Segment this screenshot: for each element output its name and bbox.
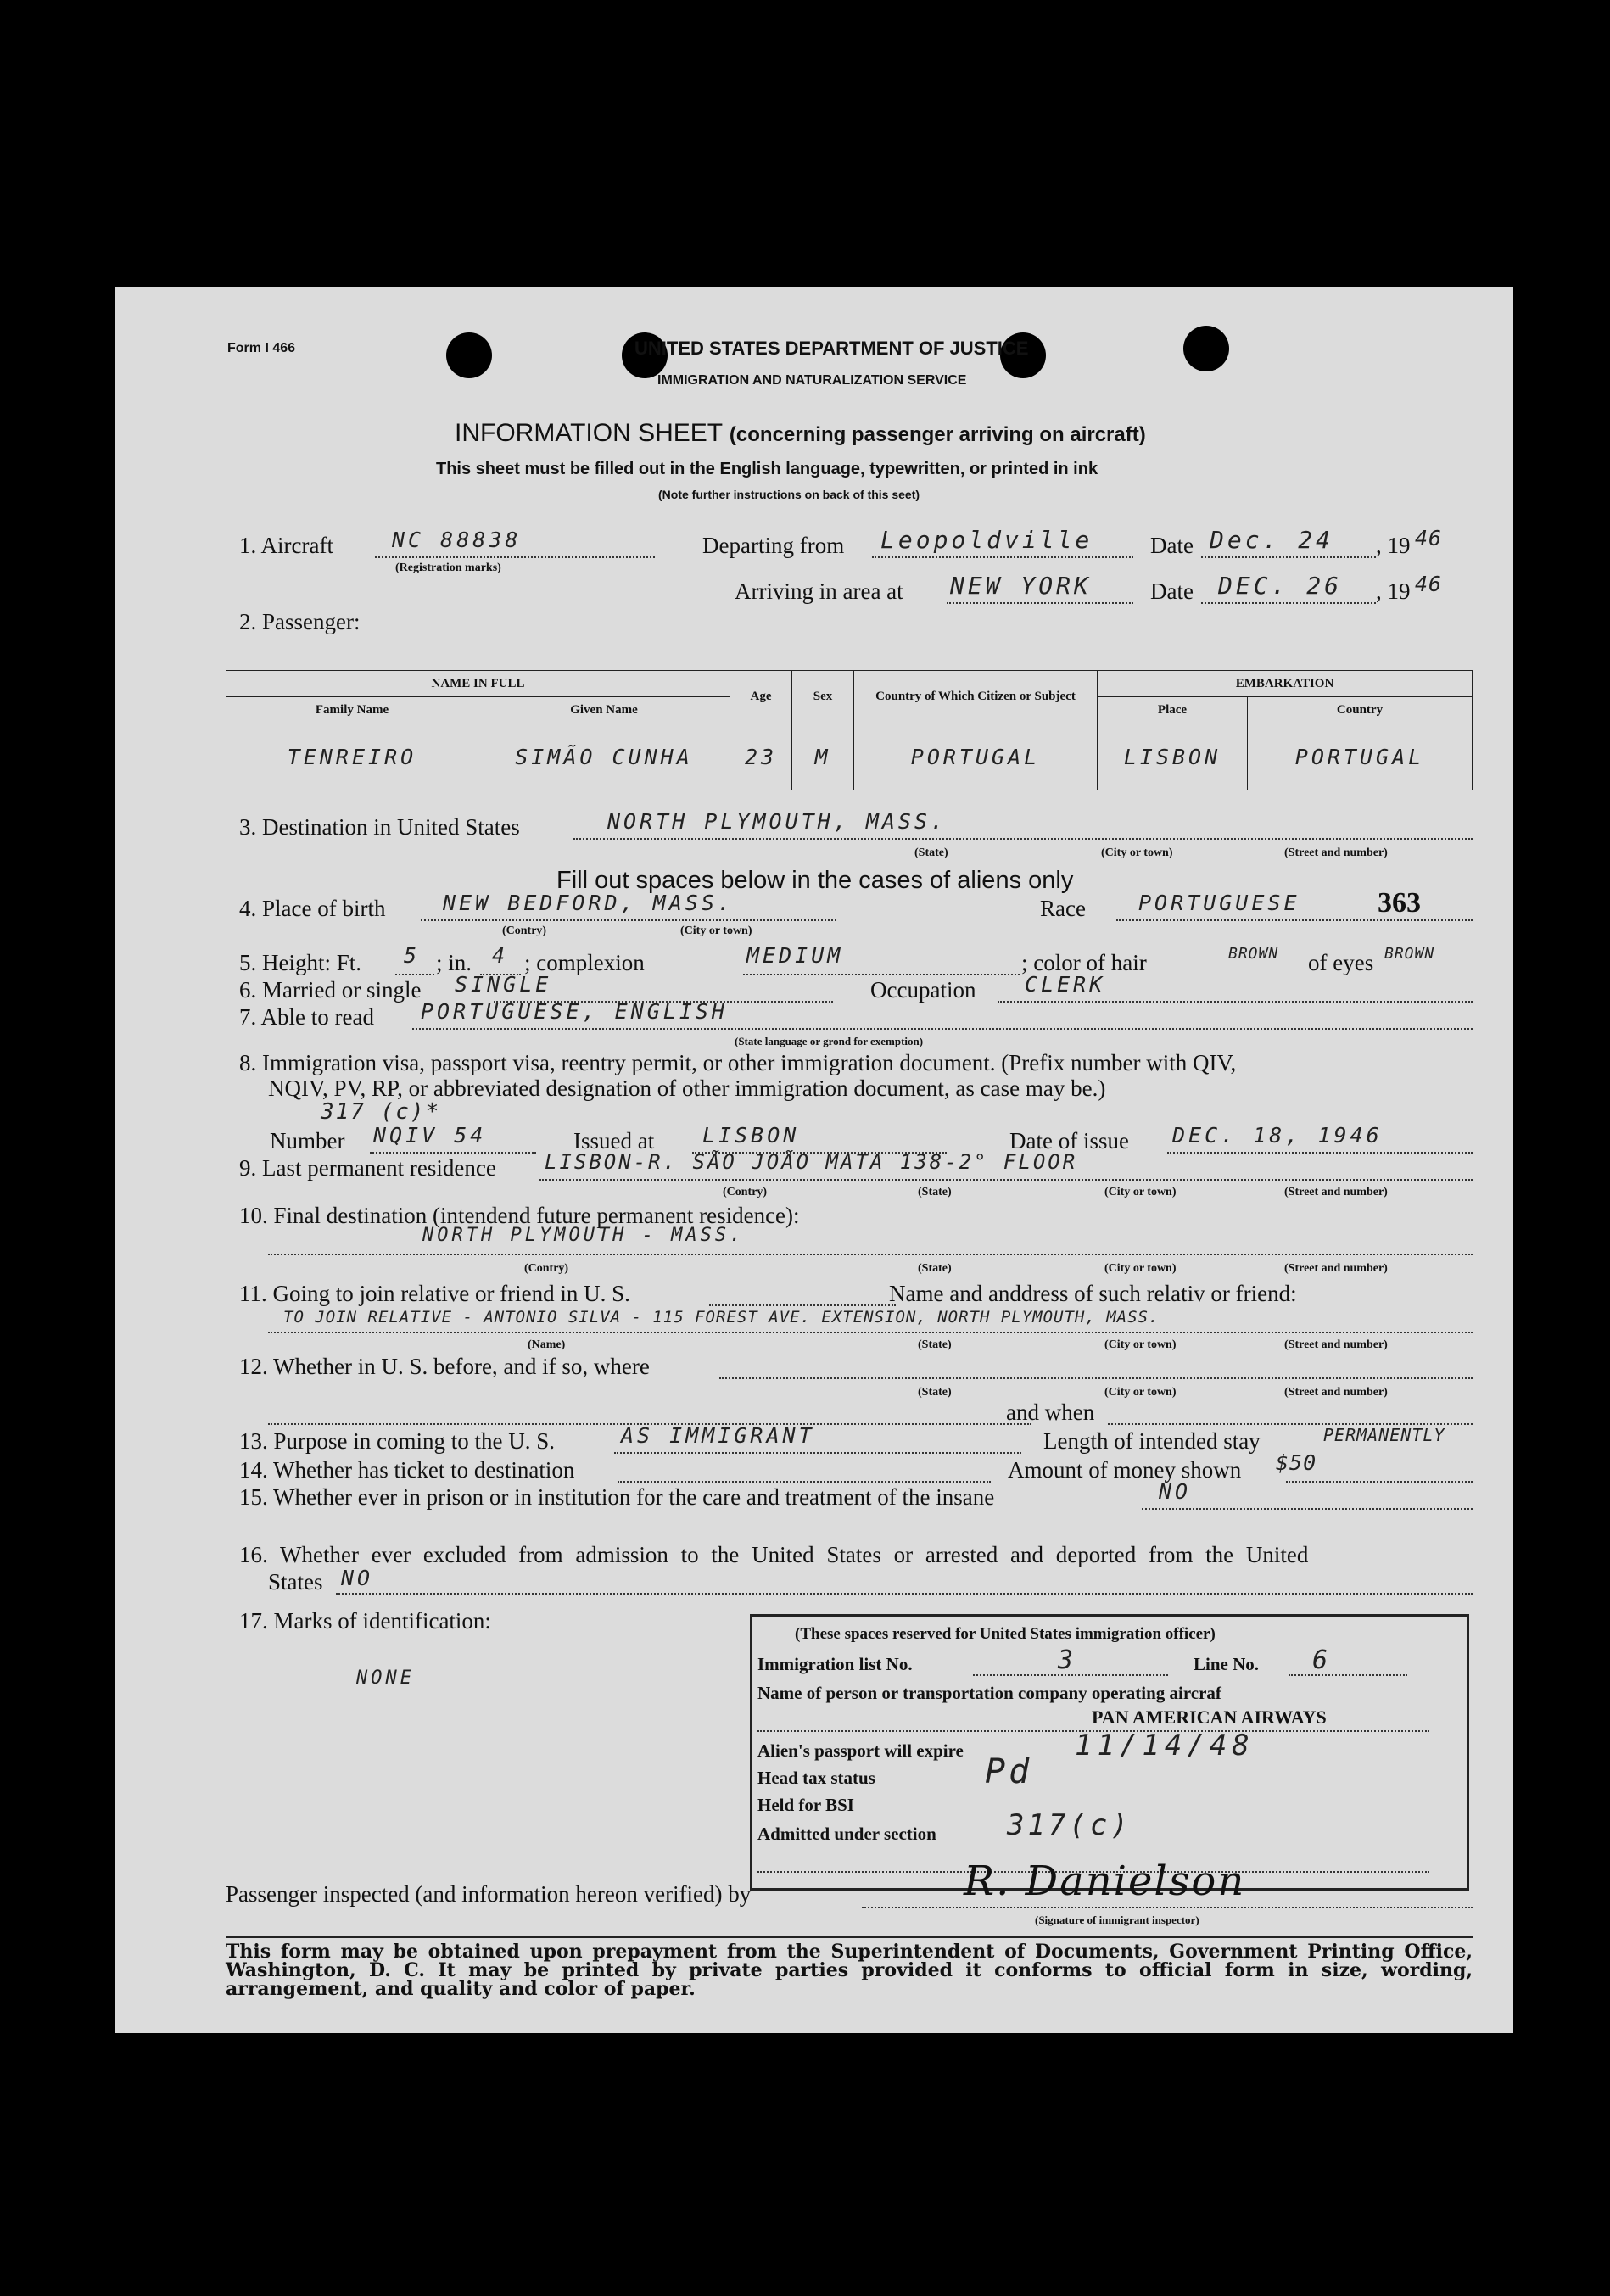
aircraft-line [375,556,655,558]
footer-rule [226,1936,1473,1938]
relative-name-label: Name and anddress of such relativ or friend: [889,1281,1297,1306]
prison-value: NO [1159,1479,1192,1504]
aircraft-value: NC 88838 [392,528,522,552]
table-header-family-name: Family Name [226,697,478,723]
departure-date-value: Dec. 24 [1210,526,1334,554]
relative-address-value: TO JOIN RELATIVE - ANTONIO SILVA - 115 FOREST AVE. EXTENSION, NORTH PLYMOUTH, MASS. [283,1308,1160,1327]
passport-expire-label: Alien's passport will expire [757,1740,964,1761]
signature-line [862,1907,1473,1908]
country-cell: PORTUGAL [854,723,1098,790]
caption-street: (Street and number) [1284,1386,1388,1399]
line-no-value: 6 [1312,1645,1332,1675]
purpose-value: AS IMMIGRANT [621,1423,815,1448]
height-label: 5. Height: Ft. [239,950,362,975]
caption-city: (City or town) [1104,1262,1177,1275]
arrival-year: 46 [1415,572,1443,596]
sex-cell: M [792,723,854,790]
given-name-cell: SIMÃO CUNHA [478,723,730,790]
admitted-section-label: Admitted under section [757,1824,936,1844]
service-name: IMMIGRATION AND NATURALIZATION SERVICE [657,373,967,388]
occupation-line [998,1001,1473,1003]
departure-date-line [1201,556,1376,558]
officer-box-title: (These spaces reserved for United States immigration officer) [795,1625,1216,1643]
table-header-embarkation: EMBARKATION [1098,671,1473,697]
arriving-line [947,602,1133,604]
us-before-line [719,1377,1473,1379]
admitted-section-value: 317(c) [1007,1808,1132,1842]
marks-label: 17. Marks of identification: [239,1608,491,1634]
height-in-label: ; in. [436,950,472,975]
caption-city: (City or town) [1104,1186,1177,1198]
marital-label: 6. Married or single [239,977,422,1003]
passenger-table [226,670,1473,790]
money-line [1286,1481,1473,1483]
excluded-line [336,1593,1473,1595]
prison-line [1142,1508,1473,1510]
race-value: PORTUGUESE [1138,891,1300,915]
ticket-line [618,1481,991,1483]
caption-street: (Street and number) [1284,1186,1388,1198]
marks-value: NONE [356,1668,415,1689]
visa-instruction-2: NQIV, PV, RP, or abbreviated designation of other immigration document, as case may be.) [268,1075,1106,1101]
arriving-value: NEW YORK [950,572,1092,600]
list-value: 3 [1058,1645,1077,1675]
family-name-cell: TENREIRO [226,723,478,790]
departing-value: Leopoldville [880,526,1093,554]
place-of-birth-line [421,919,836,921]
final-destination-value: NORTH PLYMOUTH - MASS. [422,1225,745,1246]
issued-at-value: LISBON [702,1123,800,1148]
age-cell: 23 [730,723,792,790]
ticket-label: 14. Whether has ticket to destination [239,1457,575,1483]
marital-value: SINGLE [455,972,552,997]
join-relative-label: 11. Going to join relative or friend in U. S. [239,1281,630,1306]
last-residence-line [539,1179,1473,1181]
final-destination-line [268,1254,1473,1255]
height-ft-line [395,974,434,975]
visa-instruction-1: 8. Immigration visa, passport visa, reentry permit, or other immigration document. (Prefix number with QIV, [239,1050,1237,1075]
place-of-birth-label: 4. Place of birth [239,896,386,921]
caption-street: (Street and number) [1284,1338,1388,1351]
and-when-label: and when [1006,1399,1095,1425]
page-subtitle: (concerning passenger arriving on aircraft) [729,423,1146,446]
departure-date-label: Date [1150,533,1194,558]
length-of-stay-value: PERMANENTLY [1323,1425,1445,1445]
read-label: 7. Able to read [239,1004,374,1030]
arrival-date-value: DEC. 26 [1218,572,1343,600]
complexion-label: ; complexion [524,950,645,975]
caption-state: (State) [918,1262,952,1275]
table-row [226,723,1473,790]
line-no-line [1289,1674,1407,1676]
instruction-line: This sheet must be filled out in the English language, typewritten, or printed in ink [436,460,1098,478]
eyes-label: of eyes [1308,950,1374,975]
purpose-line [614,1452,1021,1454]
caption-name: (Name) [528,1338,566,1351]
visa-annotation: 317 (c)* [321,1099,441,1125]
footer-note: This form may be obtained upon prepayment from the Superintendent of Documents, Government Printing Office, Washington, D. C. It may be printed by private parties provided it conforms to official form in size, wording, arrangement, and quality and color of paper. [226,1941,1473,2000]
inspector-signature: R. Danielson [964,1857,1246,1905]
money-label: Amount of money shown [1008,1457,1242,1483]
occupation-value: CLERK [1025,972,1106,997]
final-destination-label: 10. Final destination (intendend future permanent residence): [239,1203,800,1228]
us-before-label: 12. Whether in U. S. before, and if so, where [239,1354,650,1379]
transport-company-value: PAN AMERICAN AIRWAYS [1092,1707,1327,1728]
caption-country: (Contry) [524,1262,569,1275]
race-line [1116,919,1473,921]
instruction-note: (Note further instructions on back of this seet) [658,488,920,501]
departure-year: 46 [1415,526,1443,550]
height-in-value: 4 [492,943,509,968]
destination-label: 3. Destination in United States [239,814,520,840]
table-header-sex: Sex [792,671,854,723]
table-header-name-in-full: NAME IN FULL [226,671,730,697]
table-header-place: Place [1098,697,1248,723]
destination-line [573,838,1473,840]
eyes-value: BROWN [1384,945,1435,963]
place-cell: LISBON [1098,723,1248,790]
immigration-list-label: Immigration list No. [757,1654,913,1674]
caption-state: (State) [918,1186,952,1198]
read-value: PORTUGUESE, ENGLISH [421,999,728,1024]
destination-value: NORTH PLYMOUTH, MASS. [607,809,948,834]
hair-label: ; color of hair [1021,950,1147,975]
punch-hole [1183,326,1229,371]
caption-state: (State) [918,1338,952,1351]
embark-country-cell: PORTUGAL [1248,723,1473,790]
excluded-label-2: States [268,1569,323,1595]
date-of-issue-value: DEC. 18, 1946 [1172,1123,1383,1148]
arrival-date-label: Date [1150,578,1194,604]
caption-city: (City or town) [1104,1386,1177,1399]
table-header-age: Age [730,671,792,723]
departure-year-prefix: , 19 [1376,533,1411,558]
caption-street: (Street and number) [1284,1262,1388,1275]
caption-state: (State) [914,846,948,859]
read-caption: (State language or grond for exemption) [735,1035,924,1047]
caption-city-town: (City or town) [680,925,752,937]
place-of-birth-value: NEW BEDFORD, MASS. [443,891,734,915]
caption-state: (State) [918,1386,952,1399]
issued-at-label: Issued at [573,1128,655,1154]
last-residence-value: LISBON-R. SÃO JOÃO MATA 138-2° FLOOR [545,1150,1078,1174]
passenger-label: 2. Passenger: [239,609,361,634]
caption-street: (Street and number) [1284,846,1388,859]
arriving-label: Arriving in area at [735,578,903,604]
officer-box [750,1614,1469,1891]
money-value: $50 [1276,1450,1317,1475]
head-tax-value: Pd [985,1752,1033,1791]
arrival-year-prefix: , 19 [1376,578,1411,604]
visa-number-line [370,1152,536,1154]
excluded-label: 16. Whether ever excluded from admission to the United States or arrested and deported from the United [239,1542,1309,1567]
stamped-number: 363 [1378,887,1421,919]
arrival-date-line [1201,602,1376,604]
form-number: Form I 466 [227,341,296,355]
line-no-label: Line No. [1194,1654,1260,1674]
table-header-country: Country of Which Citizen or Subject [854,671,1098,723]
information-sheet [115,287,1513,2033]
length-of-stay-label: Length of intended stay [1043,1428,1261,1454]
transport-company-label: Name of person or transportation company operating aircraf [757,1683,1221,1703]
head-tax-label: Head tax status [757,1768,875,1788]
purpose-label: 13. Purpose in coming to the U. S. [239,1428,555,1454]
date-of-issue-line [1167,1152,1473,1154]
passport-expire-value: 11/14/48 [1075,1729,1255,1763]
caption-city: (City or town) [1101,846,1173,859]
complexion-value: MEDIUM [746,943,844,968]
page-title: INFORMATION SHEET (concerning passenger arriving on aircraft) [455,419,1146,447]
race-label: Race [1040,896,1086,921]
occupation-label: Occupation [870,977,976,1003]
punch-hole [446,332,492,378]
relative-address-line [268,1332,1473,1333]
last-residence-label: 9. Last permanent residence [239,1155,496,1181]
caption-country: (Contry) [723,1186,768,1198]
aliens-notice: Fill out spaces below in the cases of aliens only [556,867,1074,894]
height-ft-value: 5 [404,943,421,968]
excluded-value: NO [341,1566,374,1590]
table-header-embark-country: Country [1248,697,1473,723]
aircraft-label: 1. Aircraft [239,533,333,558]
agency-name: UNITED STATES DEPARTMENT OF JUSTICE [634,338,1029,359]
aircraft-caption: (Registration marks) [395,561,501,574]
signature-caption: (Signature of immigrant inspector) [1035,1913,1199,1926]
caption-country: (Contry) [502,925,547,937]
read-line [412,1028,1473,1030]
join-relative-line [709,1304,896,1306]
caption-city: (City or town) [1104,1338,1177,1351]
date-of-issue-label: Date of issue [1009,1128,1129,1154]
held-bsi-label: Held for BSI [757,1795,854,1815]
inspected-label: Passenger inspected (and information hereon verified) by [226,1881,752,1907]
departing-label: Departing from [702,533,845,558]
hair-value: BROWN [1228,945,1279,963]
visa-number-label: Number [270,1128,345,1154]
prison-label: 15. Whether ever in prison or in institution for the care and treatment of the insane [239,1484,995,1510]
visa-number-value: NQIV 54 [373,1123,487,1148]
table-header-given-name: Given Name [478,697,730,723]
departing-line [872,556,1133,558]
